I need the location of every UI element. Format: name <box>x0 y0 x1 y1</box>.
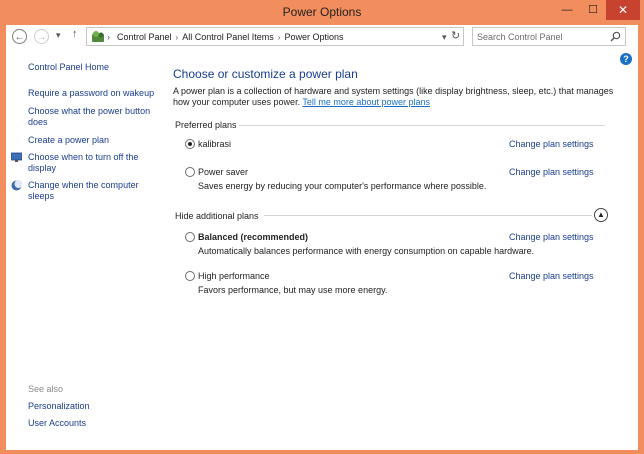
change-plan-settings-kalibrasi[interactable]: Change plan settings <box>509 139 594 149</box>
search-box <box>472 27 626 46</box>
back-button[interactable] <box>12 29 27 44</box>
plan-desc-power-saver: Saves energy by reducing your computer's performance where possible. <box>198 181 487 191</box>
sidebar-item-turn-off-display[interactable]: Choose when to turn off the display <box>28 152 139 173</box>
up-arrow-icon[interactable]: ↑ <box>72 28 78 40</box>
search-icon[interactable] <box>610 31 621 42</box>
title-bar <box>0 0 644 24</box>
chevron-right-icon: › <box>175 33 179 42</box>
chevron-right-icon: › <box>277 33 281 42</box>
hide-additional-plans-heading[interactable]: Hide additional plans <box>175 211 259 221</box>
description-text: A power plan is a collection of hardware and system settings (like display brightness, sleep, etc.) that manages how your computer uses power. <box>173 86 614 107</box>
change-plan-settings-power-saver[interactable]: Change plan settings <box>509 167 594 177</box>
forward-button[interactable] <box>34 29 49 44</box>
plan-name-kalibrasi[interactable]: kalibrasi <box>198 139 232 149</box>
refresh-icon[interactable]: ↻ <box>451 30 461 42</box>
see-also-label: See also <box>28 384 64 394</box>
plan-desc-balanced: Automatically balances performance with energy consumption on capable hardware. <box>198 246 535 256</box>
chevron-right-icon: › <box>107 32 110 42</box>
breadcrumb-item-control-panel[interactable]: Control Panel <box>117 32 172 42</box>
arrow-right-icon: → <box>36 32 47 43</box>
address-box[interactable] <box>86 27 464 46</box>
close-button[interactable]: ✕ <box>606 0 640 20</box>
breadcrumb <box>117 32 343 42</box>
plan-name-balanced[interactable]: Balanced (recommended) <box>198 232 309 242</box>
preferred-plans-heading: Preferred plans <box>175 120 237 130</box>
radio-plan-balanced[interactable] <box>185 232 195 242</box>
plan-desc-high-performance: Favors performance, but may use more energy. <box>198 285 388 295</box>
collapse-chevron-up-icon[interactable]: ▲ <box>594 208 608 222</box>
sidebar-item-personalization[interactable]: Personalization <box>28 401 90 411</box>
page-description <box>173 86 618 108</box>
minimize-button[interactable]: — <box>561 4 573 16</box>
more-about-power-plans-link[interactable]: Tell me more about power plans <box>302 97 430 107</box>
chevron-down-icon[interactable]: ▾ <box>442 32 447 42</box>
address-bar-row <box>6 25 638 49</box>
display-icon <box>11 152 22 163</box>
plan-name-power-saver[interactable]: Power saver <box>198 167 249 177</box>
change-plan-settings-high-performance[interactable]: Change plan settings <box>509 271 594 281</box>
arrow-left-icon: ← <box>14 32 25 43</box>
page-title: Choose or customize a power plan <box>173 67 358 81</box>
sidebar-item-computer-sleeps[interactable]: Change when the computer sleeps <box>28 180 139 201</box>
radio-plan-power-saver[interactable] <box>185 167 195 177</box>
divider <box>264 215 592 216</box>
sidebar-item-user-accounts[interactable]: User Accounts <box>28 418 87 428</box>
search-input[interactable] <box>477 30 601 43</box>
maximize-button[interactable]: ☐ <box>588 4 598 16</box>
moon-sleep-icon <box>11 180 22 191</box>
sidebar-item-home[interactable]: Control Panel Home <box>28 62 110 72</box>
recent-pages-chevron-icon[interactable]: ▾ <box>56 30 61 40</box>
radio-plan-kalibrasi[interactable] <box>185 139 195 149</box>
sidebar-item-power-button[interactable]: Choose what the power button does <box>28 106 151 127</box>
plan-name-high-performance[interactable]: High performance <box>198 271 270 281</box>
sidebar-item-create-plan[interactable]: Create a power plan <box>28 135 110 145</box>
sidebar-item-require-password[interactable]: Require a password on wakeup <box>28 88 155 98</box>
control-panel-icon <box>91 30 105 43</box>
change-plan-settings-balanced[interactable]: Change plan settings <box>509 232 594 242</box>
breadcrumb-item-all-items[interactable]: All Control Panel Items <box>182 32 274 42</box>
help-icon[interactable]: ? <box>620 53 632 65</box>
breadcrumb-item-power-options[interactable]: Power Options <box>284 32 344 42</box>
radio-plan-high-performance[interactable] <box>185 271 195 281</box>
divider <box>239 125 605 126</box>
window-title: Power Options <box>282 5 362 19</box>
client-area <box>6 25 638 450</box>
